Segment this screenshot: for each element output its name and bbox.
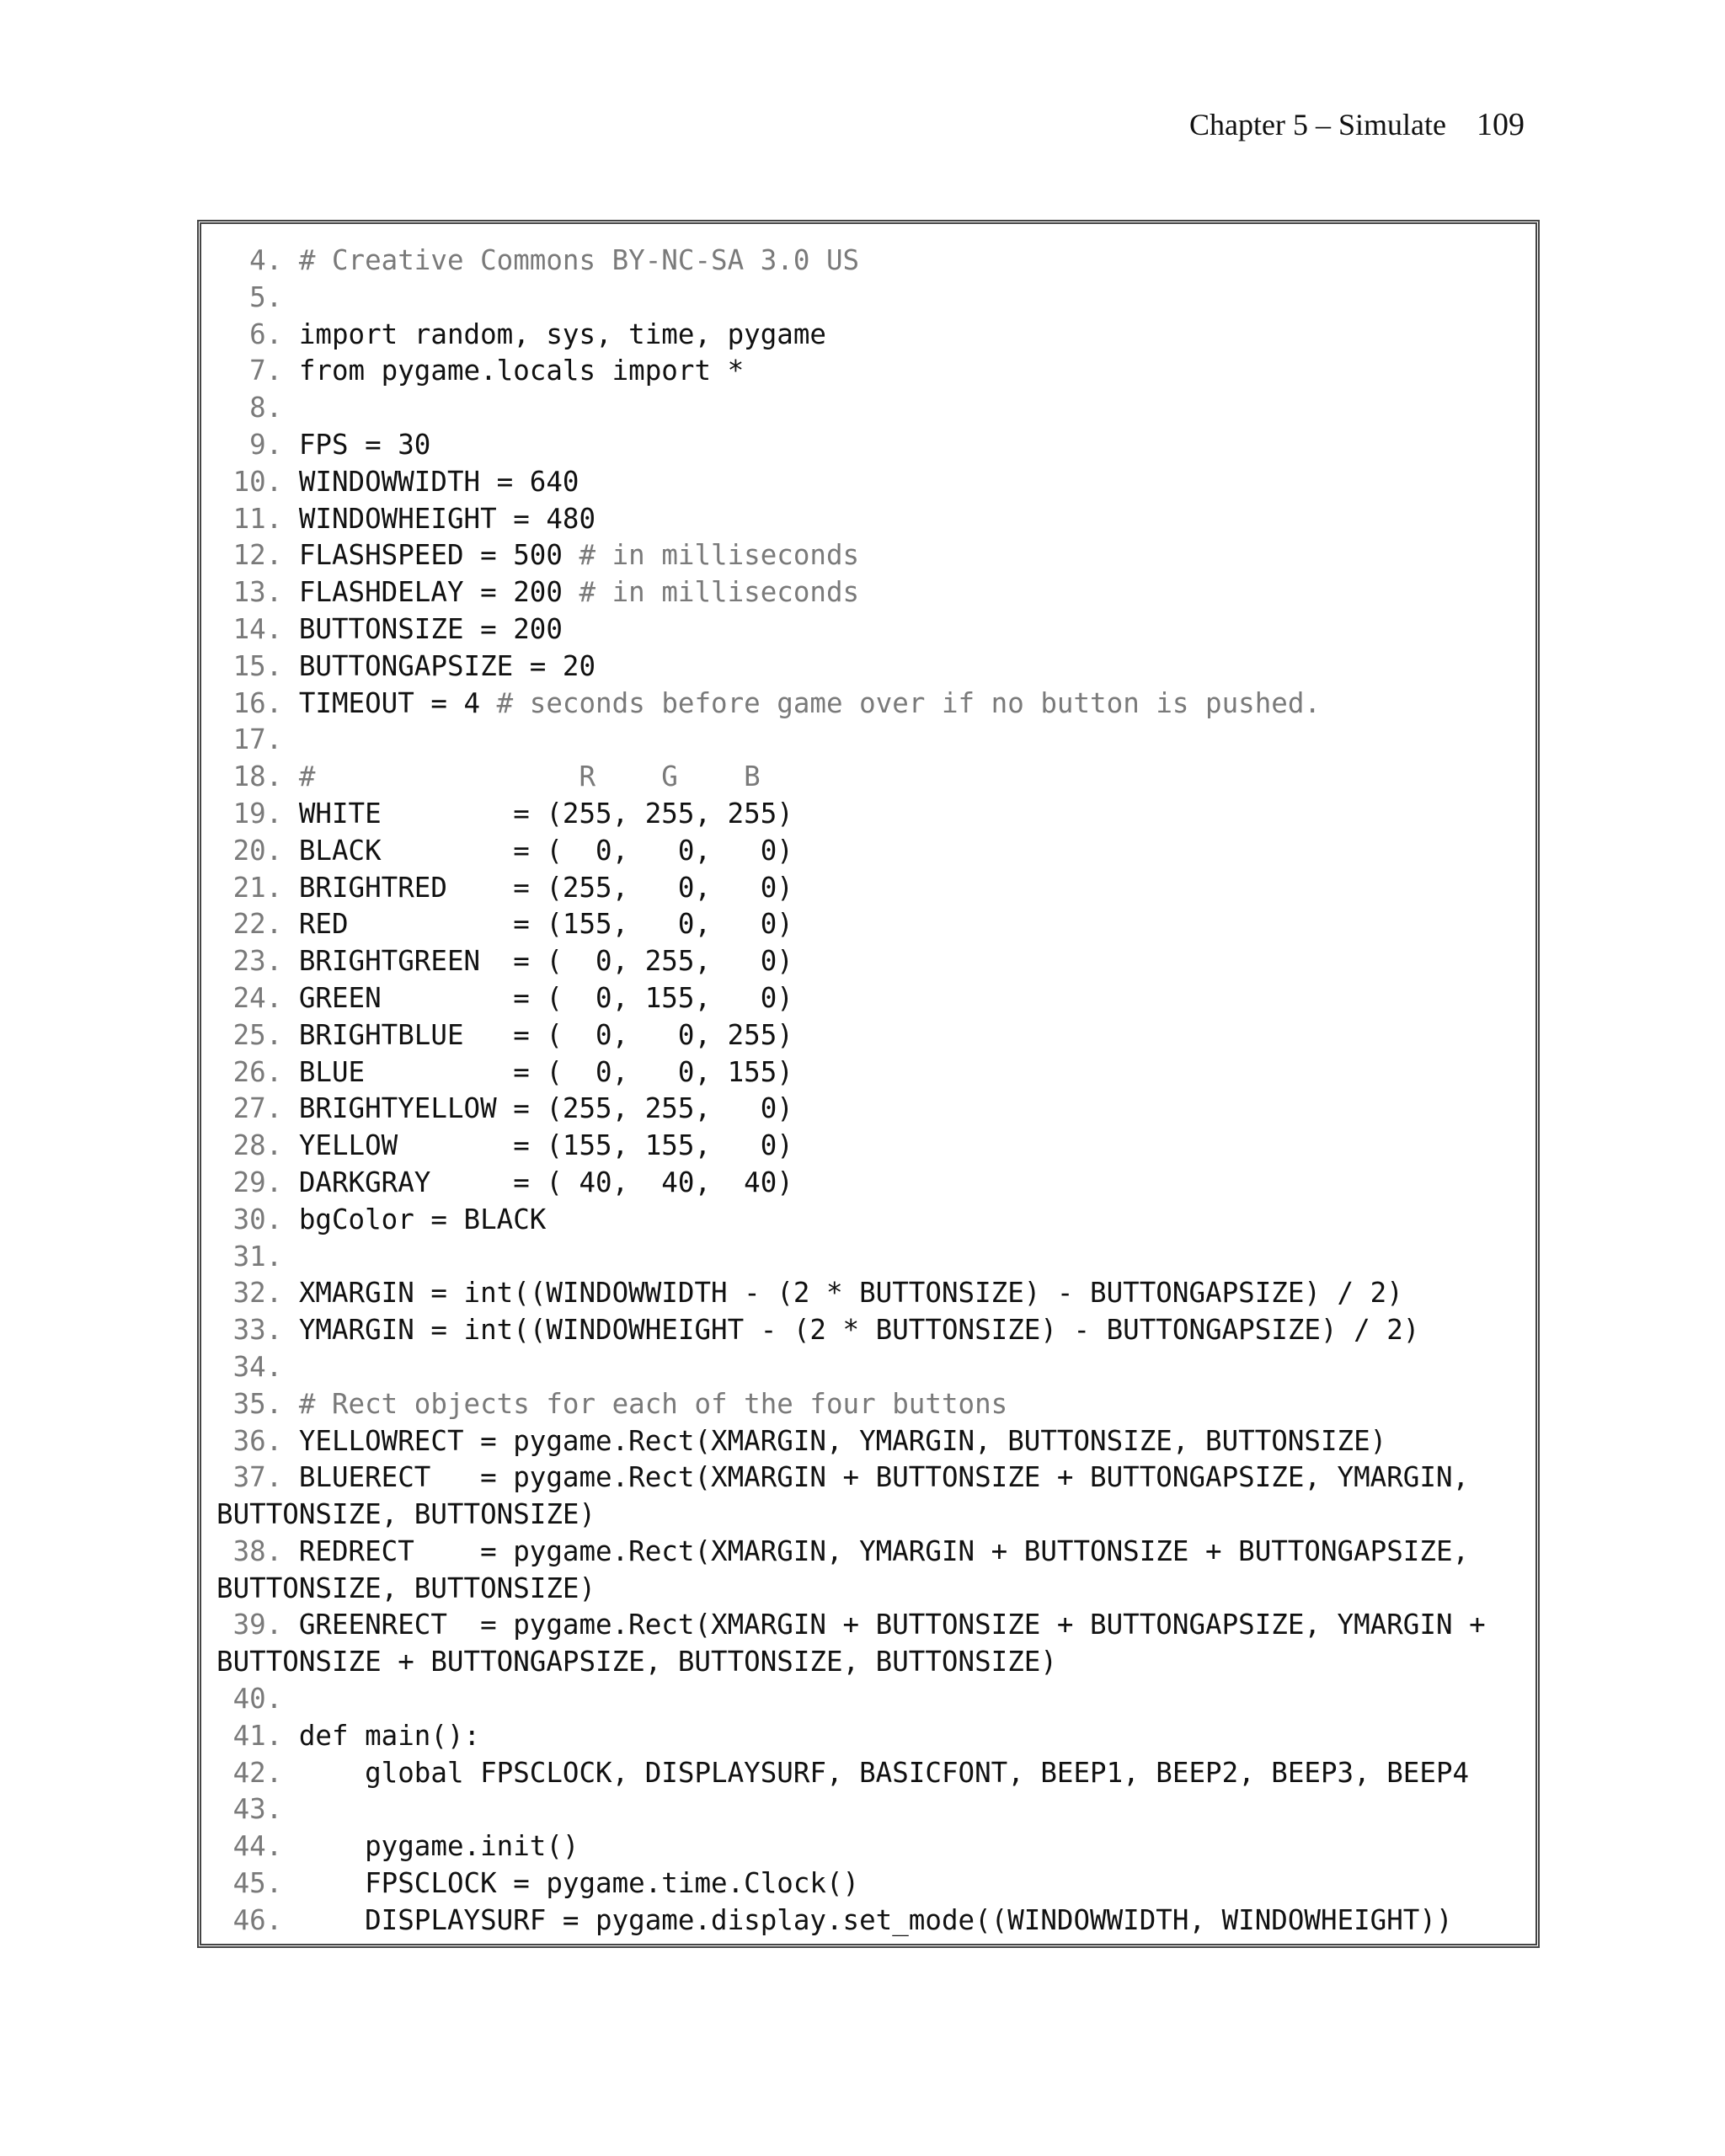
code-text: BRIGHTRED = (255, 0, 0) <box>298 871 793 904</box>
code-line <box>216 1312 1530 1349</box>
line-number: 41. <box>216 1719 299 1752</box>
code-text: BUTTONSIZE + BUTTONGAPSIZE, BUTTONSIZE, BUTTONSIZE) <box>216 1646 1057 1678</box>
code-text: DISPLAYSURF = pygame.display.set_mode((WINDOWWIDTH, WINDOWHEIGHT)) <box>298 1903 1453 1936</box>
code-line <box>216 1275 1530 1312</box>
code-line <box>216 464 1530 501</box>
code-text: BLUE = ( 0, 0, 155) <box>298 1055 793 1088</box>
code-line <box>216 1571 1530 1608</box>
code-text: FLASHDELAY = 200 <box>298 576 579 609</box>
code-line <box>216 1497 1530 1534</box>
code-text: GREEN = ( 0, 155, 0) <box>298 981 793 1014</box>
line-number: 16. <box>216 686 299 719</box>
code-line <box>216 1534 1530 1571</box>
code-text: BUTTONSIZE = 200 <box>298 612 563 645</box>
line-number: 5. <box>216 280 299 313</box>
code-text: TIMEOUT = 4 <box>298 686 497 719</box>
line-number: 10. <box>216 465 299 498</box>
line-number: 20. <box>216 834 299 867</box>
line-number: 21. <box>216 871 299 904</box>
line-number: 32. <box>216 1277 299 1310</box>
line-number: 9. <box>216 428 299 461</box>
line-number: 4. <box>216 244 299 276</box>
code-line <box>216 1791 1530 1828</box>
line-number: 43. <box>216 1793 299 1826</box>
code-comment: # R G B <box>298 760 761 793</box>
line-number: 30. <box>216 1203 299 1235</box>
code-line <box>216 243 1530 280</box>
code-text: BRIGHTGREEN = ( 0, 255, 0) <box>298 945 793 978</box>
code-line <box>216 1423 1530 1460</box>
code-line <box>216 943 1530 980</box>
code-line <box>216 722 1530 759</box>
page-header <box>1189 106 1525 143</box>
code-line <box>216 574 1530 611</box>
code-line <box>216 759 1530 796</box>
code-text: YELLOW = (155, 155, 0) <box>298 1129 793 1162</box>
code-text: REDRECT = pygame.Rect(XMARGIN, YMARGIN + BUTTONSIZE + BUTTONGAPSIZE, <box>298 1534 1470 1567</box>
line-number: 44. <box>216 1830 299 1863</box>
line-number: 7. <box>216 355 299 387</box>
line-number: 19. <box>216 797 299 830</box>
code-comment: # in milliseconds <box>579 539 860 572</box>
code-line <box>216 1165 1530 1202</box>
code-line <box>216 1681 1530 1718</box>
code-line <box>216 501 1530 538</box>
code-text: BRIGHTBLUE = ( 0, 0, 255) <box>298 1018 793 1051</box>
code-text: WINDOWWIDTH = 640 <box>298 465 579 498</box>
line-number: 24. <box>216 981 299 1014</box>
line-number: 38. <box>216 1534 299 1567</box>
code-line <box>216 1386 1530 1423</box>
code-line <box>216 1607 1530 1644</box>
line-number: 11. <box>216 502 299 535</box>
code-text: BUTTONSIZE, BUTTONSIZE) <box>216 1572 596 1604</box>
line-number: 22. <box>216 908 299 941</box>
line-number: 13. <box>216 576 299 609</box>
code-text: FPSCLOCK = pygame.time.Clock() <box>298 1867 860 1900</box>
code-line <box>216 390 1530 427</box>
code-line <box>216 1460 1530 1497</box>
code-text: import random, sys, time, pygame <box>298 318 826 350</box>
code-text: BUTTONSIZE, BUTTONSIZE) <box>216 1498 596 1531</box>
code-comment: # seconds before game over if no button is pushed. <box>496 686 1321 719</box>
line-number: 18. <box>216 760 299 793</box>
line-number: 29. <box>216 1166 299 1198</box>
code-line <box>216 1644 1530 1681</box>
code-comment: # in milliseconds <box>579 576 860 609</box>
code-comment: # Rect objects for each of the four buttons <box>298 1387 1008 1420</box>
code-line <box>216 1718 1530 1755</box>
line-number: 33. <box>216 1314 299 1347</box>
code-line <box>216 353 1530 390</box>
chapter-title: Chapter 5 – Simulate <box>1189 108 1446 141</box>
line-number: 8. <box>216 392 299 424</box>
code-line <box>216 796 1530 833</box>
line-number: 17. <box>216 723 299 756</box>
code-line <box>216 427 1530 464</box>
code-text: FLASHSPEED = 500 <box>298 539 579 572</box>
code-line <box>216 1054 1530 1091</box>
line-number: 12. <box>216 539 299 572</box>
code-line <box>216 537 1530 574</box>
line-number: 35. <box>216 1387 299 1420</box>
line-number: 40. <box>216 1683 299 1716</box>
code-line <box>216 317 1530 354</box>
code-text: from pygame.locals import * <box>298 355 745 387</box>
code-text: bgColor = BLACK <box>298 1203 547 1235</box>
code-line <box>216 686 1530 723</box>
code-line <box>216 870 1530 907</box>
code-line <box>216 1755 1530 1792</box>
code-line <box>216 980 1530 1017</box>
code-text: BLACK = ( 0, 0, 0) <box>298 834 793 867</box>
line-number: 28. <box>216 1129 299 1162</box>
code-line <box>216 833 1530 870</box>
code-line <box>216 1828 1530 1865</box>
line-number: 26. <box>216 1055 299 1088</box>
code-text: YELLOWRECT = pygame.Rect(XMARGIN, YMARGIN, BUTTONSIZE, BUTTONSIZE) <box>298 1424 1387 1457</box>
line-number: 15. <box>216 649 299 682</box>
line-number: 37. <box>216 1461 299 1494</box>
code-text: pygame.init() <box>298 1830 579 1863</box>
code-text: DARKGRAY = ( 40, 40, 40) <box>298 1166 793 1198</box>
code-line <box>216 648 1530 686</box>
code-listing <box>216 243 1530 1940</box>
code-line <box>216 280 1530 317</box>
code-line <box>216 611 1530 648</box>
code-text: GREENRECT = pygame.Rect(XMARGIN + BUTTONSIZE + BUTTONGAPSIZE, YMARGIN + <box>298 1609 1486 1641</box>
line-number: 45. <box>216 1867 299 1900</box>
code-line <box>216 1865 1530 1903</box>
line-number: 31. <box>216 1240 299 1273</box>
code-line <box>216 1017 1530 1054</box>
code-line <box>216 1202 1530 1239</box>
code-text: BLUERECT = pygame.Rect(XMARGIN + BUTTONSIZE + BUTTONGAPSIZE, YMARGIN, <box>298 1461 1470 1494</box>
line-number: 14. <box>216 612 299 645</box>
code-text: XMARGIN = int((WINDOWWIDTH - (2 * BUTTONSIZE) - BUTTONGAPSIZE) / 2) <box>298 1277 1403 1310</box>
line-number: 6. <box>216 318 299 350</box>
line-number: 23. <box>216 945 299 978</box>
code-line <box>216 1091 1530 1128</box>
code-comment: # Creative Commons BY-NC-SA 3.0 US <box>298 244 860 276</box>
line-number: 42. <box>216 1756 299 1789</box>
line-number: 27. <box>216 1092 299 1125</box>
line-number: 36. <box>216 1424 299 1457</box>
code-line <box>216 1239 1530 1276</box>
code-text: BRIGHTYELLOW = (255, 255, 0) <box>298 1092 793 1125</box>
line-number: 39. <box>216 1609 299 1641</box>
code-line <box>216 1903 1530 1940</box>
code-text: def main(): <box>298 1719 481 1752</box>
code-text: WINDOWHEIGHT = 480 <box>298 502 596 535</box>
code-text: WHITE = (255, 255, 255) <box>298 797 793 830</box>
code-line <box>216 1128 1530 1165</box>
line-number: 34. <box>216 1350 299 1383</box>
code-text: global FPSCLOCK, DISPLAYSURF, BASICFONT, BEEP1, BEEP2, BEEP3, BEEP4 <box>298 1756 1470 1789</box>
code-text: RED = (155, 0, 0) <box>298 908 793 941</box>
code-line <box>216 1349 1530 1386</box>
code-text: YMARGIN = int((WINDOWHEIGHT - (2 * BUTTONSIZE) - BUTTONGAPSIZE) / 2) <box>298 1314 1420 1347</box>
line-number: 46. <box>216 1903 299 1936</box>
code-text: BUTTONGAPSIZE = 20 <box>298 649 596 682</box>
code-text: FPS = 30 <box>298 428 431 461</box>
code-line <box>216 906 1530 943</box>
line-number: 25. <box>216 1018 299 1051</box>
page-number: 109 <box>1477 107 1525 142</box>
